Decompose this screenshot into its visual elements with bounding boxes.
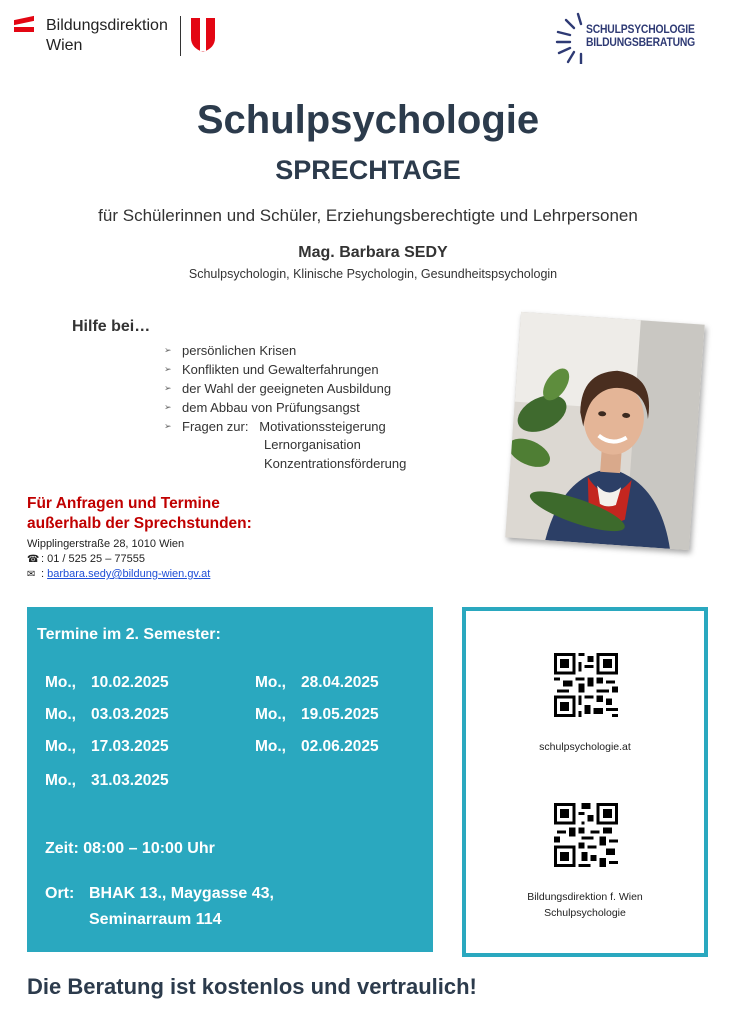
contact-heading: Für Anfragen und Termine außerhalb der Sprechstunden: <box>27 495 252 532</box>
audience-text: für Schülerinnen und Schüler, Erziehungsberechtigte und Lehrpersonen <box>98 206 638 225</box>
date-entry: Mo., 17.03.2025 <box>45 738 169 755</box>
zeit-text: Zeit: 08:00 – 10:00 Uhr <box>45 840 215 857</box>
page-title: Schulpsychologie <box>196 98 540 142</box>
help-item: ➢ dem Abbau von Prüfungsangst <box>164 400 360 415</box>
org-name <box>46 16 168 56</box>
help-subitems <box>264 435 406 473</box>
bullet-icon: ➢ <box>164 421 172 431</box>
help-item: ➢ der Wahl der geeigneten Ausbildung <box>164 381 392 396</box>
brand-line1: SCHULPSYCHOLOGIE <box>586 24 695 36</box>
rays-icon <box>554 12 584 64</box>
date-entry: Mo., 28.04.2025 <box>255 674 379 691</box>
qr-caption-2: Bildungsdirektion f. Wien Schulpsychologie <box>527 891 643 919</box>
help-item: ➢ persönlichen Krisen <box>164 343 297 358</box>
date-entry: Mo., 10.02.2025 <box>45 674 169 691</box>
help-subitem: Konzentrationsförderung <box>264 456 407 471</box>
portrait-photo <box>505 312 704 550</box>
schulpsychologie-logo <box>554 10 724 66</box>
wien-shield-icon <box>191 18 215 52</box>
page-subtitle: SPRECHTAGE <box>275 155 461 185</box>
qr-caption-1: schulpsychologie.at <box>539 741 631 753</box>
org-line2: Wien <box>46 37 83 54</box>
qr-code-icon[interactable] <box>554 803 618 867</box>
brand-line2: BILDUNGSBERATUNG <box>586 37 696 49</box>
email-row: ✉ : barbara.sedy@bildung-wien.gv.at <box>27 568 211 580</box>
phone-row <box>27 552 210 567</box>
bullet-icon: ➢ <box>164 402 172 412</box>
org-line1: Bildungsdirektion <box>46 17 168 34</box>
brand-text <box>586 24 695 50</box>
wien-flag-icon <box>14 18 34 38</box>
termine-heading: Termine im 2. Semester: <box>37 626 221 643</box>
phone-icon: ☎ <box>27 554 40 565</box>
date-entry: Mo., 03.03.2025 <box>45 706 169 723</box>
ort-text: Ort: BHAK 13., Maygasse 43, Seminarraum 114 <box>45 885 274 928</box>
bildungsdirektion-logo <box>14 16 215 62</box>
termine-box <box>27 607 433 952</box>
bullet-icon: ➢ <box>164 383 172 393</box>
help-list <box>164 341 391 436</box>
date-entry: Mo., 31.03.2025 <box>45 772 169 789</box>
mail-icon: ✉ <box>27 569 36 580</box>
bullet-icon: ➢ <box>164 364 172 374</box>
phone-number: : 01 / 525 25 – 77555 <box>41 553 145 565</box>
date-entry: Mo., 02.06.2025 <box>255 738 379 755</box>
email-link[interactable]: barbara.sedy@bildung-wien.gv.at <box>47 568 211 580</box>
help-heading: Hilfe bei… <box>72 318 151 335</box>
qr-code-icon[interactable] <box>554 653 618 717</box>
psychologist-role: Schulpsychologin, Klinische Psychologin, Gesundheitspsychologin <box>188 267 558 281</box>
date-entry: Mo., 19.05.2025 <box>255 706 379 723</box>
logo-divider <box>180 16 181 56</box>
footer-note: Die Beratung ist kostenlos und vertraulich! <box>27 974 477 999</box>
qr-box <box>462 607 708 957</box>
help-item: ➢ Fragen zur: Motivationssteigerung <box>164 419 386 434</box>
help-item: ➢ Konflikten und Gewalterfahrungen <box>164 362 379 377</box>
bullet-icon: ➢ <box>164 345 172 355</box>
address: Wipplingerstraße 28, 1010 Wien <box>27 538 185 550</box>
contact-details <box>27 537 210 582</box>
help-subitem: Lernorganisation <box>264 437 361 452</box>
psychologist-name: Mag. Barbara SEDY <box>298 244 448 261</box>
